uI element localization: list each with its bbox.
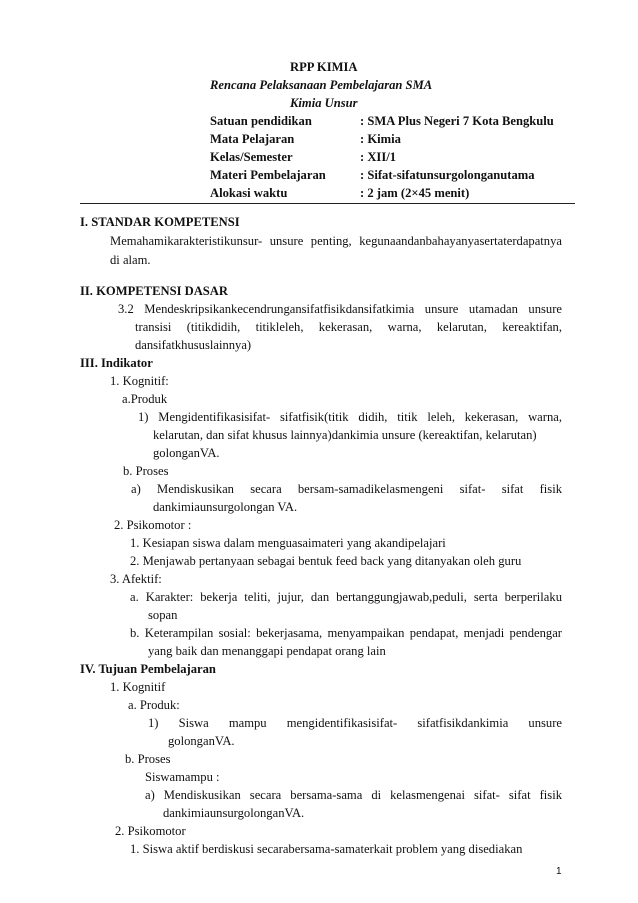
info-value-kelas: : XII/1 — [360, 150, 397, 164]
info-label-alokasi: Alokasi waktu — [210, 186, 288, 200]
info-label-mapel: Mata Pelajaran — [210, 132, 295, 146]
list-item: b. Keterampilan sosial: bekerjasama, menyampaikan pendapat, menjadi pendengar — [130, 626, 562, 640]
section-heading-kompetensi-dasar: II. KOMPETENSI DASAR — [80, 284, 229, 298]
list-item: 1. Kognitif — [110, 680, 166, 694]
list-item: a) Mendiskusikan secara bersam-samadikelasmengeni sifat- sifat fisik — [131, 482, 562, 496]
list-item: Siswamampu : — [145, 770, 220, 784]
section-heading-standar-kompetensi: I. STANDAR KOMPETENSI — [80, 215, 240, 229]
list-item: dankimiaunsurgolonganVA. — [163, 806, 305, 820]
list-item: 1. Kesiapan siswa dalam menguasaimateri yang akandipelajari — [130, 536, 446, 550]
document-topic: Kimia Unsur — [290, 96, 358, 110]
list-item: a.Produk — [122, 392, 168, 406]
list-item: 2. Menjawab pertanyaan sebagai bentuk feed back yang ditanyakan oleh guru — [130, 554, 522, 568]
list-item: 3. Afektif: — [110, 572, 162, 586]
section-text: di alam. — [110, 253, 151, 267]
info-label-kelas: Kelas/Semester — [210, 150, 293, 164]
list-item: a. Produk: — [128, 698, 180, 712]
info-value-materi: : Sifat-sifatunsurgolonganutama — [360, 168, 535, 182]
section-heading-indikator: III. Indikator — [80, 356, 153, 370]
section-text: transisi (titikdidih, titikleleh, kekerasan, warna, kelarutan, kereaktifan, — [135, 320, 562, 334]
list-item: a) Mendiskusikan secara bersama-sama di kelasmengenai sifat- sifat fisik — [145, 788, 562, 802]
info-value-satuan: : SMA Plus Negeri 7 Kota Bengkulu — [360, 114, 554, 128]
list-item: yang baik dan menanggapi pendapat orang lain — [148, 644, 386, 658]
list-item: b. Proses — [125, 752, 171, 766]
list-item: kelarutan, dan sifat khusus lainnya)dankimia unsure (kereaktifan, kelarutan) — [153, 428, 537, 442]
section-heading-tujuan: IV. Tujuan Pembelajaran — [80, 662, 216, 676]
section-text: 3.2 Mendeskripsikankecendrungansifatfisikdansifatkimia unsure utamadan unsure — [118, 302, 562, 316]
list-item: b. Proses — [123, 464, 169, 478]
list-item: golonganVA. — [153, 446, 220, 460]
section-text: Memahamikarakteristikunsur- unsure penting, kegunaandanbahayanyasertaterdapatnya — [110, 234, 562, 248]
list-item: 2. Psikomotor : — [114, 518, 192, 532]
list-item: dankimiaunsurgolongan VA. — [153, 500, 298, 514]
document-title: RPP KIMIA — [290, 60, 358, 74]
info-value-mapel: : Kimia — [360, 132, 401, 146]
list-item: 1. Siswa aktif berdiskusi secarabersama-samaterkait problem yang disediakan — [130, 842, 523, 856]
list-item: 2. Psikomotor — [115, 824, 186, 838]
list-item: 1) Siswa mampu mengidentifikasisifat- sifatfisikdankimia unsure — [148, 716, 562, 730]
header-divider — [80, 203, 575, 204]
list-item: golonganVA. — [168, 734, 235, 748]
document-subtitle: Rencana Pelaksanaan Pembelajaran SMA — [210, 78, 433, 92]
info-label-satuan: Satuan pendidikan — [210, 114, 312, 128]
info-label-materi: Materi Pembelajaran — [210, 168, 326, 182]
info-value-alokasi: : 2 jam (2×45 menit) — [360, 186, 470, 200]
list-item: a. Karakter: bekerja teliti, jujur, dan bertanggungjawab,peduli, serta berperilaku — [130, 590, 562, 604]
list-item: 1) Mengidentifikasisifat- sifatfisik(titik didih, titik leleh, kekerasan, warna, — [138, 410, 562, 424]
list-item: 1. Kognitif: — [110, 374, 169, 388]
section-text: dansifatkhususlainnya) — [135, 338, 252, 352]
list-item: sopan — [148, 608, 178, 622]
page-number: 1 — [556, 866, 562, 877]
